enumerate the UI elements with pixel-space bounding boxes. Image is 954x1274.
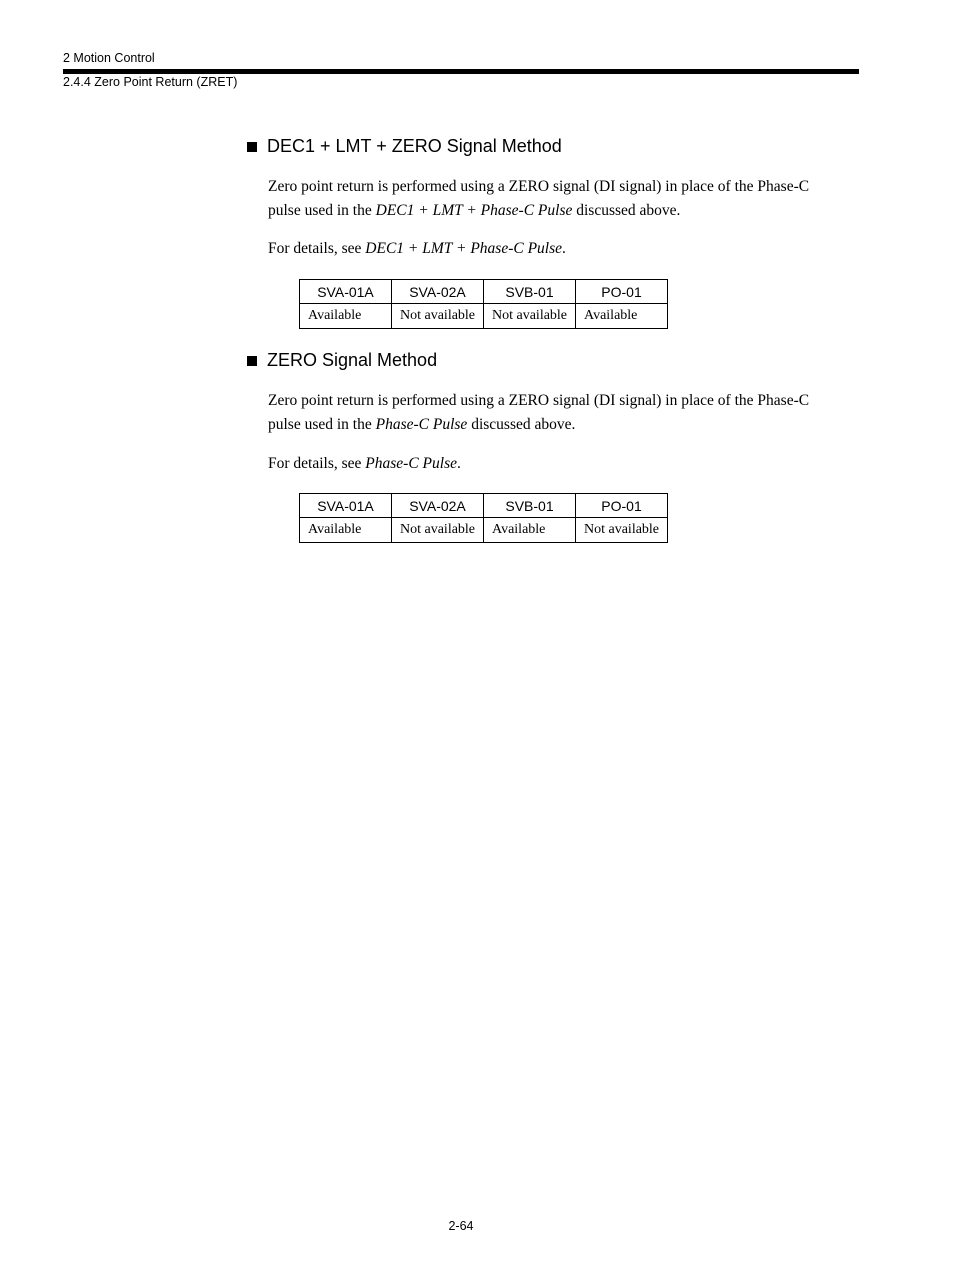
- table-row: [300, 304, 668, 329]
- section-title-text: ZERO Signal Method: [267, 350, 438, 370]
- section-title-zero-signal: [247, 350, 437, 371]
- square-bullet-icon: [247, 356, 257, 366]
- italic-reference: Phase-C Pulse: [375, 416, 468, 433]
- section-header: 2.4.4 Zero Point Return (ZRET): [63, 75, 238, 89]
- section-2-description: [268, 389, 843, 437]
- column-header: SVB-01: [484, 280, 576, 304]
- page-number: 2-64: [448, 1219, 474, 1233]
- text-run: For details, see: [268, 455, 366, 472]
- chapter-header: 2 Motion Control: [63, 51, 155, 65]
- section-1-description: [268, 175, 843, 223]
- text-run: .: [562, 240, 566, 257]
- text-run: .: [457, 455, 461, 472]
- column-header: PO-01: [576, 494, 668, 518]
- section-title-text: DEC1 + LMT + ZERO Signal Method: [267, 136, 562, 156]
- column-header: SVA-02A: [392, 494, 484, 518]
- table-cell: Available: [576, 304, 668, 329]
- availability-table-1: [299, 279, 668, 329]
- text-run: discussed above.: [572, 202, 681, 219]
- text-run: Zero point return is performed using a ZERO signal (DI signal) in place of the Phase-C pulse used in the: [268, 392, 810, 433]
- header-rule: [63, 69, 859, 74]
- table-cell: Available: [484, 518, 576, 543]
- italic-reference: Phase-C Pulse: [365, 455, 457, 472]
- column-header: SVA-01A: [300, 280, 392, 304]
- table-cell: Available: [300, 304, 392, 329]
- section-2-details: [268, 452, 843, 476]
- text-run: Zero point return is performed using a ZERO signal (DI signal) in place of the Phase-C pulse used in the: [268, 178, 810, 219]
- table-cell: Available: [300, 518, 392, 543]
- column-header: SVB-01: [484, 494, 576, 518]
- text-run: For details, see: [268, 240, 366, 257]
- italic-reference: DEC1 + LMT + Phase-C Pulse: [365, 240, 563, 257]
- italic-reference: DEC1 + LMT + Phase-C Pulse: [375, 202, 573, 219]
- section-1-details: [268, 237, 843, 261]
- column-header: PO-01: [576, 280, 668, 304]
- table-cell: Not available: [392, 304, 484, 329]
- table-cell: Not available: [392, 518, 484, 543]
- table-cell: Not available: [484, 304, 576, 329]
- square-bullet-icon: [247, 142, 257, 152]
- table-row: [300, 518, 668, 543]
- table-cell: Not available: [576, 518, 668, 543]
- table-header-row: [300, 494, 668, 518]
- column-header: SVA-02A: [392, 280, 484, 304]
- column-header: SVA-01A: [300, 494, 392, 518]
- section-title-dec1-lmt-zero: [247, 136, 562, 157]
- text-run: discussed above.: [467, 416, 576, 433]
- table-header-row: [300, 280, 668, 304]
- availability-table-2: [299, 493, 668, 543]
